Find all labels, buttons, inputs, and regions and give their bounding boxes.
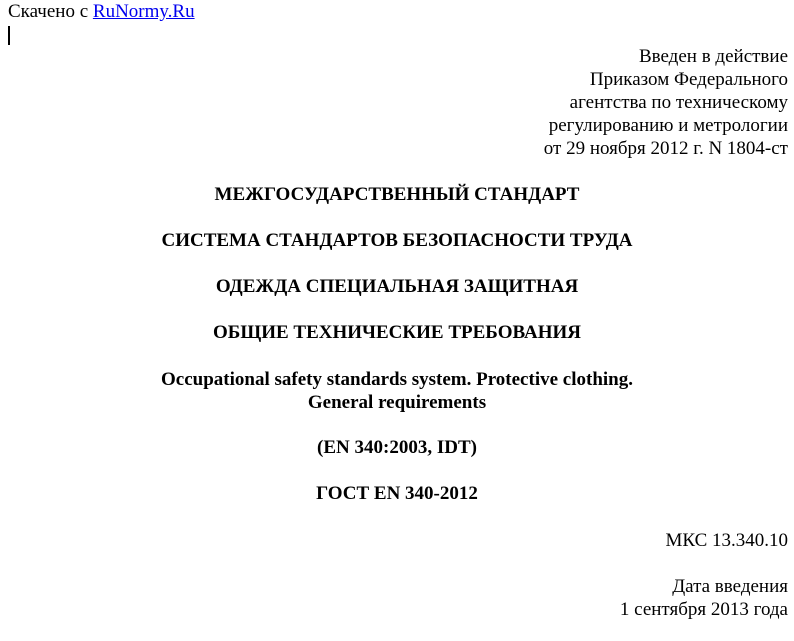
text-cursor (8, 26, 10, 45)
adoption-line: от 29 ноября 2012 г. N 1804-ст (543, 138, 788, 159)
system-title: СИСТЕМА СТАНДАРТОВ БЕЗОПАСНОСТИ ТРУДА (161, 230, 633, 251)
english-title (0, 368, 794, 414)
english-title-line-1: Occupational safety standards system. Protective clothing. (161, 369, 633, 390)
adoption-line: агентства по техническому (569, 92, 788, 113)
effective-date: 1 сентября 2013 года (619, 599, 788, 620)
clothing-title: ОДЕЖДА СПЕЦИАЛЬНАЯ ЗАЩИТНАЯ (215, 276, 579, 297)
download-source-line (8, 1, 195, 23)
en-reference: (EN 340:2003, IDT) (317, 437, 477, 458)
requirements-title: ОБЩИЕ ТЕХНИЧЕСКИЕ ТРЕБОВАНИЯ (213, 322, 581, 343)
site-link[interactable]: RuNormy.Ru (92, 1, 195, 22)
gost-number: ГОСТ EN 340-2012 (316, 483, 478, 504)
adoption-line: регулированию и метрологии (548, 115, 788, 136)
english-title-line-2: General requirements (307, 392, 487, 413)
downloaded-prefix: Скачено с (8, 1, 89, 22)
adoption-block (544, 45, 788, 160)
interstate-standard-heading: МЕЖГОСУДАРСТВЕННЫЙ СТАНДАРТ (214, 184, 580, 205)
mks-code: МКС 13.340.10 (665, 530, 788, 551)
adoption-line: Введен в действие (638, 46, 788, 67)
effective-date-label: Дата введения (672, 576, 788, 597)
adoption-line: Приказом Федерального (589, 69, 788, 90)
